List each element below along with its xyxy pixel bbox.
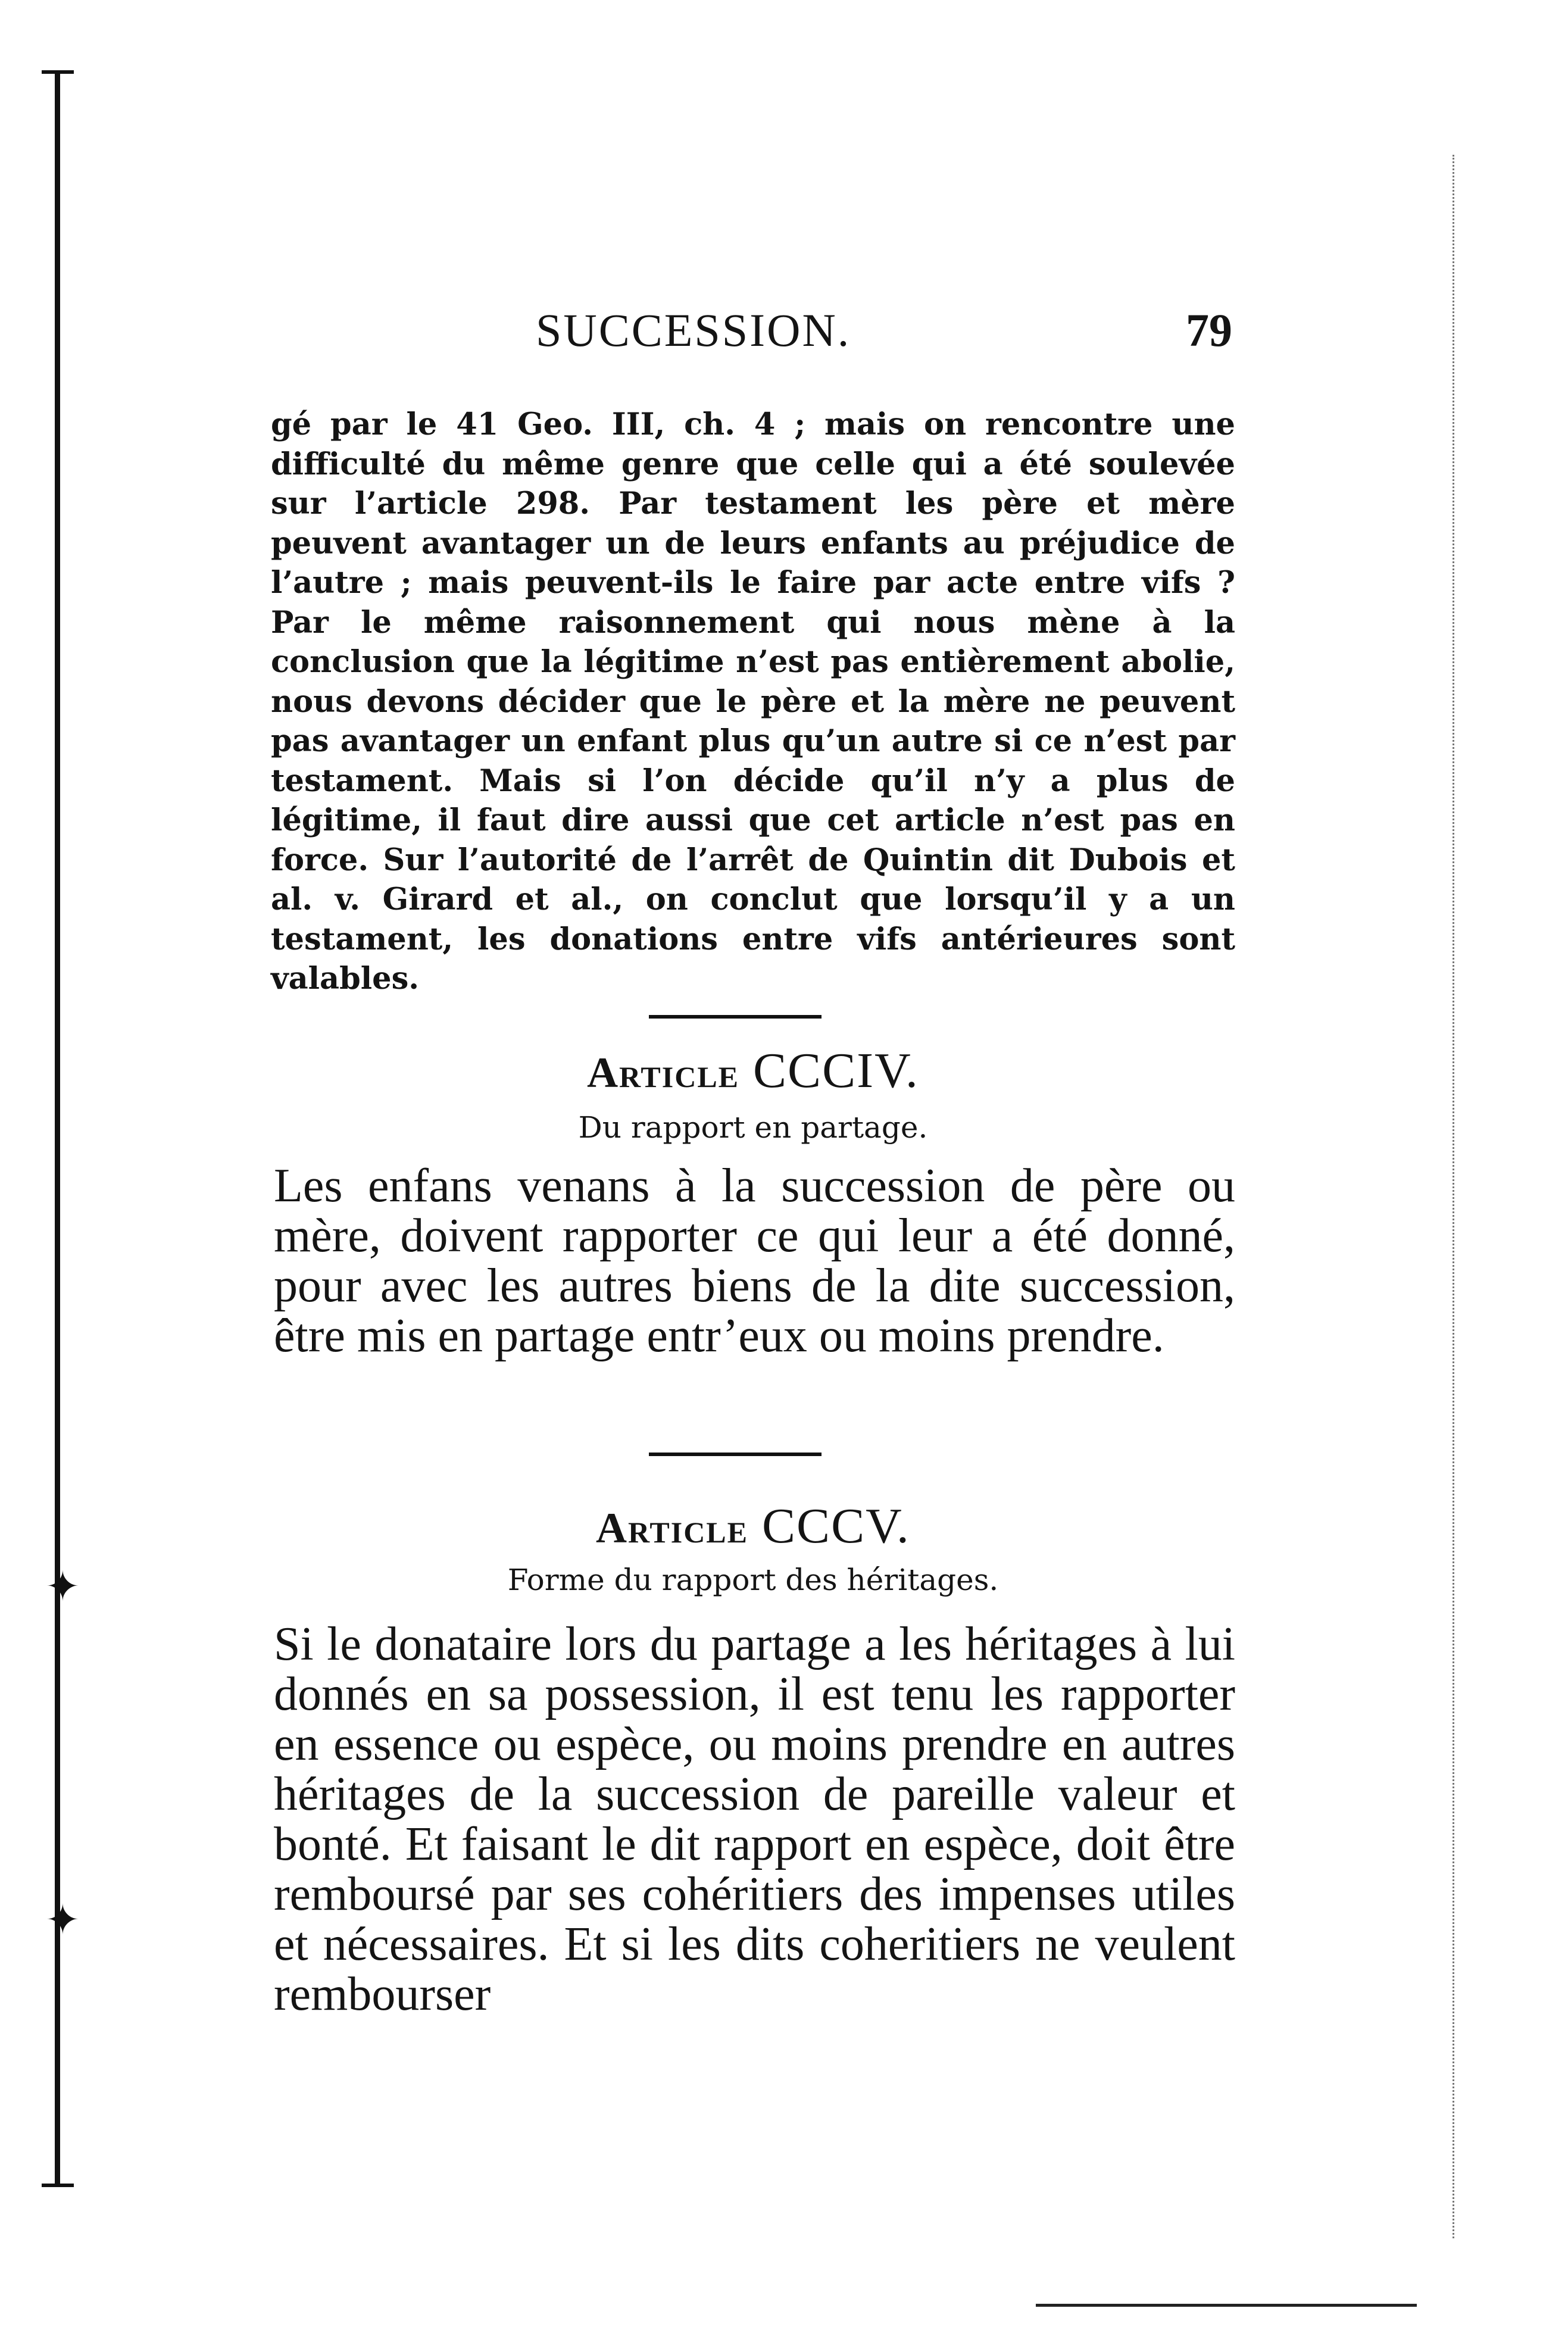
binding-edge (55, 71, 60, 2185)
article-subtitle: Forme du rapport des héritages. (507, 1563, 999, 1597)
article-heading (271, 1042, 1235, 1100)
running-head-title: SUCCESSION. (536, 304, 851, 356)
commentary-block (271, 405, 1235, 999)
section-rule (649, 1015, 822, 1019)
article-label: Article (596, 1504, 749, 1552)
page-number: 79 (1186, 304, 1232, 356)
binding-mark-icon: ✦ (45, 1562, 80, 1611)
scan-bottom-rule (1036, 2304, 1417, 2307)
article-heading (271, 1497, 1235, 1555)
running-head (274, 304, 1232, 357)
binding-mark-icon: ✦ (45, 1895, 80, 1944)
article-label: Article (587, 1049, 740, 1097)
article-number: CCCIV. (753, 1043, 919, 1098)
article-number: CCCV. (762, 1498, 910, 1554)
article-subtitle: Du rapport en partage. (578, 1110, 928, 1145)
binding-cap-bottom (42, 2184, 74, 2187)
scan-specks (1453, 155, 1465, 2238)
commentary-paragraph: gé par le 41 Geo. III, ch. 4 ; mais on rencontre une difficulté du même genre que celle qui a été soulevée sur l’article 298. Par testament les père et mère peuvent avantager un de leurs enfants au préjudice de l’autre ; mais peuvent-ils le faire par acte entre vifs ? Par le même raisonnement qui nous mène à la conclusion que la légitime n’est pas entièrement abolie, nous devons décider que le père et la mère ne peuvent pas avantager un enfant plus qu’un autre si ce n’est par testament. Mais si l’on décide qu’il n’y a plus de légitime, il faut dire aussi que cet article n’est pas en force. Sur l’autorité de l’arrêt de Quintin dit Dubois et al. v. Girard et al., on conclut que lorsqu’il y a un testament, les donations entre vifs antérieures sont valables. (271, 407, 1235, 997)
article-text: Les enfans venans à la succession de père ou mère, doivent rapporter ce qui leur a été donné, pour avec les autres biens de la dite succession, être mis en partage entr’eux ou moins prendre. (274, 1160, 1235, 1362)
binding-cap-top (42, 70, 74, 74)
article-text: Si le donataire lors du partage a les héritages à lui donnés en sa possession, il est tenu les rapporter en essence ou espèce, ou moins prendre en autres héritages de la succession de pareille valeur et bonté. Et faisant le dit rapport en espèce, doit être remboursé par ses cohéritiers des impenses utiles et nécessaires. Et si les dits coheritiers ne veulent rembourser (274, 1618, 1235, 2020)
section-rule (649, 1453, 822, 1456)
